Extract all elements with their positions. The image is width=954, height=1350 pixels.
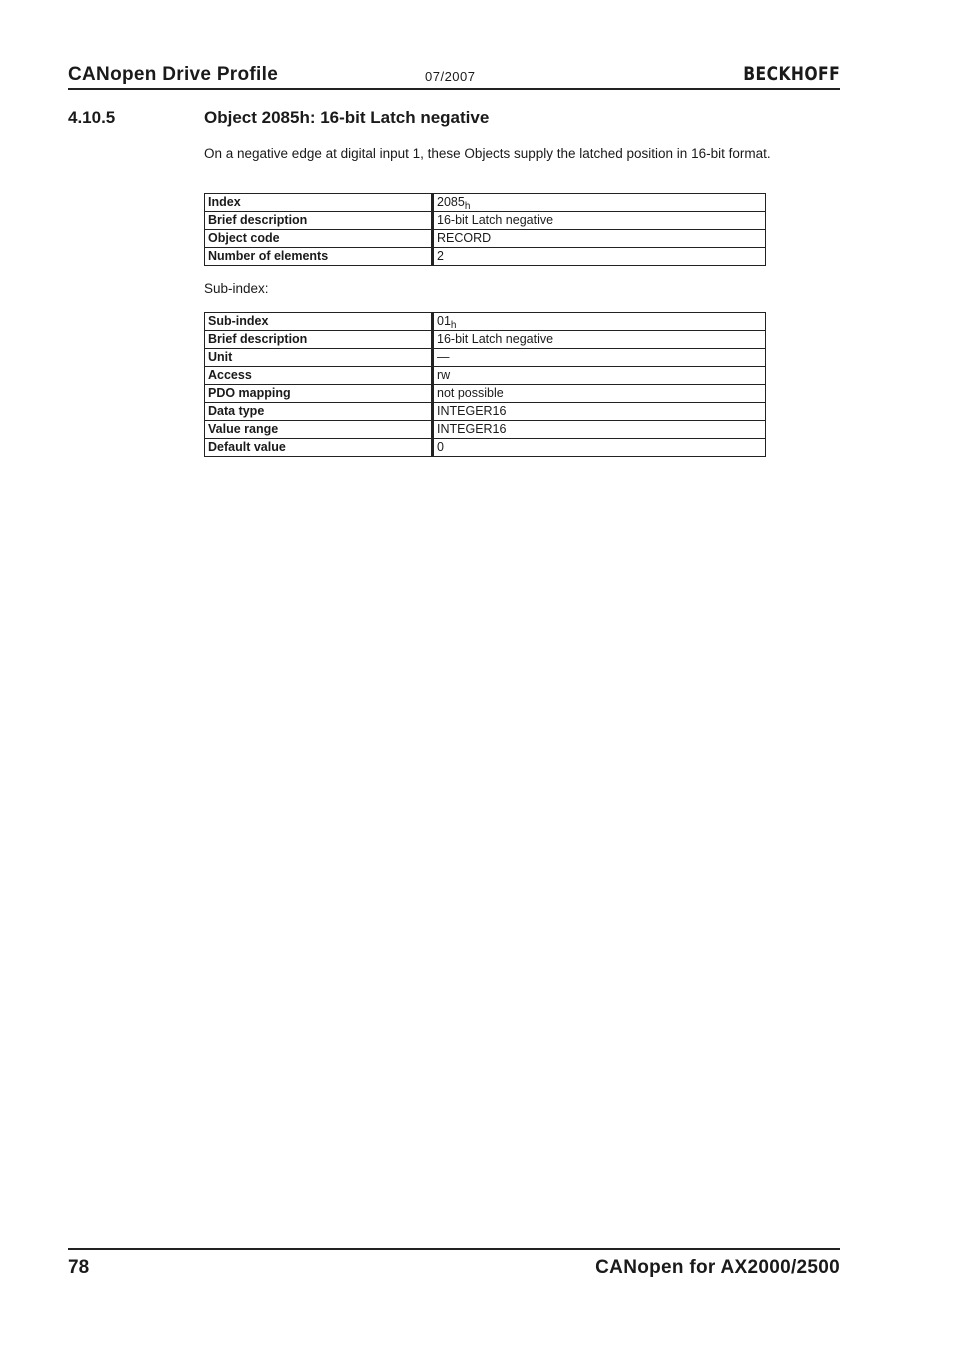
intro-paragraph: On a negative edge at digital input 1, these Objects supply the latched position in 16-bit format. xyxy=(204,146,771,161)
object-table xyxy=(204,193,766,266)
subindex-label: Sub-index: xyxy=(204,281,269,296)
table-row xyxy=(205,194,766,212)
table-row xyxy=(205,439,766,457)
table-row xyxy=(205,403,766,421)
row-key: Access xyxy=(205,367,433,385)
row-key: Data type xyxy=(205,403,433,421)
page-number: 78 xyxy=(68,1257,90,1278)
row-key: Value range xyxy=(205,421,433,439)
row-value: INTEGER16 xyxy=(433,421,766,439)
header-date: 07/2007 xyxy=(425,69,476,84)
table-row xyxy=(205,313,766,331)
row-value: 16-bit Latch negative xyxy=(433,212,766,230)
row-key: Index xyxy=(205,194,433,212)
table-row xyxy=(205,349,766,367)
row-value: RECORD xyxy=(433,230,766,248)
row-value: 2 xyxy=(433,248,766,266)
row-key: Brief description xyxy=(205,331,433,349)
row-value: 16-bit Latch negative xyxy=(433,331,766,349)
beckhoff-logo: BECKHOFF xyxy=(743,63,840,85)
row-value: $2085_h$ xyxy=(433,194,766,212)
footer-doc-title: CANopen for AX2000/2500 xyxy=(595,1257,840,1278)
row-value: rw xyxy=(433,367,766,385)
page-header xyxy=(68,62,840,90)
section-number: 4.10.5 xyxy=(68,108,116,127)
row-key: Brief description xyxy=(205,212,433,230)
header-title: CANopen Drive Profile xyxy=(68,64,279,85)
table-row xyxy=(205,230,766,248)
row-value: $01_h$ xyxy=(433,313,766,331)
table-row xyxy=(205,331,766,349)
row-key: Number of elements xyxy=(205,248,433,266)
row-key: Object code xyxy=(205,230,433,248)
row-key: Sub-index xyxy=(205,313,433,331)
section-title: Object 2085h: 16-bit Latch negative xyxy=(204,108,490,127)
row-key: PDO mapping xyxy=(205,385,433,403)
table-row xyxy=(205,212,766,230)
row-key: Unit xyxy=(205,349,433,367)
row-value: — xyxy=(433,349,766,367)
table-row xyxy=(205,248,766,266)
table-row xyxy=(205,421,766,439)
row-value: not possible xyxy=(433,385,766,403)
row-value: INTEGER16 xyxy=(433,403,766,421)
page-footer xyxy=(68,1248,840,1278)
table-row xyxy=(205,367,766,385)
subindex-table xyxy=(204,312,766,457)
table-row xyxy=(205,385,766,403)
row-value: 0 xyxy=(433,439,766,457)
row-key: Default value xyxy=(205,439,433,457)
